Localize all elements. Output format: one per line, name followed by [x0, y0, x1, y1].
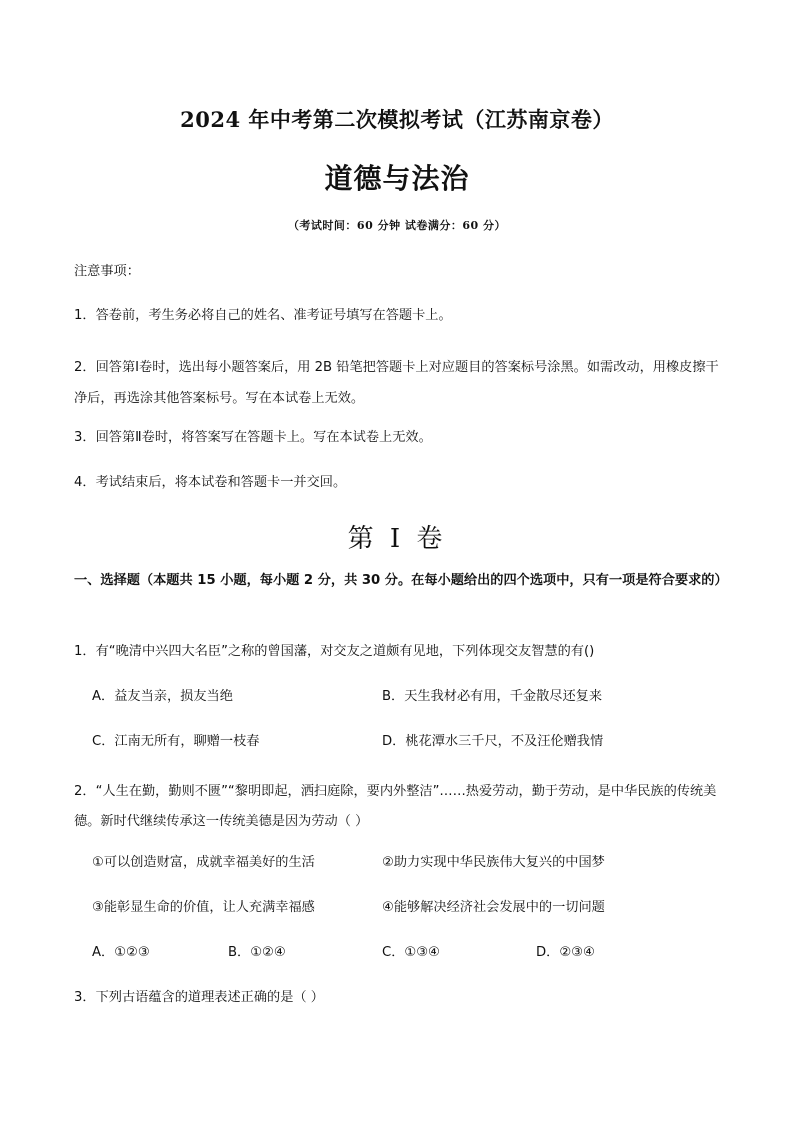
question-2-statement-4: ④能够解决经济社会发展中的一切问题: [382, 900, 605, 915]
question-1-option-c: C．江南无所有，聊赠一枝春: [92, 734, 260, 749]
notes-title: 注意事项：: [74, 264, 140, 279]
question-2-statement-1: ①可以创造财富，成就幸福美好的生活: [92, 855, 315, 870]
question-2-option-b: B．①②④: [228, 945, 286, 960]
question-2-stem: 2．“人生在勤，勤则不匮”“黎明即起，洒扫庭除，要内外整洁”……热爱劳动，勤于劳动，是中华民族的传统美德。新时代继续传承这一传统美德是因为劳动（ ）: [74, 784, 717, 829]
question-1-option-b: B．天生我材必有用，千金散尽还复来: [382, 689, 603, 704]
note-item-1: 1．答卷前，考生务必将自己的姓名、准考证号填写在答题卡上。: [74, 308, 452, 323]
exam-info: （考试时间：60 分钟 试卷满分：60 分）: [287, 219, 507, 232]
note-item-3: 3．回答第Ⅱ卷时，将答案写在答题卡上。写在本试卷上无效。: [74, 430, 432, 445]
subject-title: 道德与法治: [324, 162, 470, 195]
question-1-option-d: D．桃花潭水三千尺，不及汪伦赠我情: [382, 734, 604, 749]
section-heading: 第 I 卷: [347, 524, 447, 554]
question-1-option-a: A．益友当亲，损友当绝: [92, 689, 233, 704]
question-2-option-a: A．①②③: [92, 945, 150, 960]
question-3-stem: 3．下列古语蕴含的道理表述正确的是（ ）: [74, 990, 324, 1005]
exam-title: 2024 年中考第二次模拟考试（江苏南京卷）: [180, 107, 614, 132]
section-description: 一、选择题（本题共 15 小题，每小题 2 分，共 30 分。在每小题给出的四个选项中，只有一项是符合要求的）: [74, 573, 728, 588]
note-item-4: 4．考试结束后，将本试卷和答题卡一并交回。: [74, 475, 347, 490]
question-2-option-c: C．①③④: [382, 945, 440, 960]
note-item-2: 2．回答第Ⅰ卷时，选出每小题答案后，用 2B 铅笔把答题卡上对应题目的答案标号涂黑。如需改动，用橡皮擦干净后，再选涂其他答案标号。写在本试卷上无效。: [74, 360, 719, 406]
question-2-option-d: D．②③④: [536, 945, 595, 960]
question-2-statement-3: ③能彰显生命的价值，让人充满幸福感: [92, 900, 315, 915]
question-2-statement-2: ②助力实现中华民族伟大复兴的中国梦: [382, 855, 605, 870]
question-1-stem: 1．有“晚清中兴四大名臣”之称的曾国藩，对交友之道颇有见地，下列体现交友智慧的有(): [74, 644, 595, 659]
